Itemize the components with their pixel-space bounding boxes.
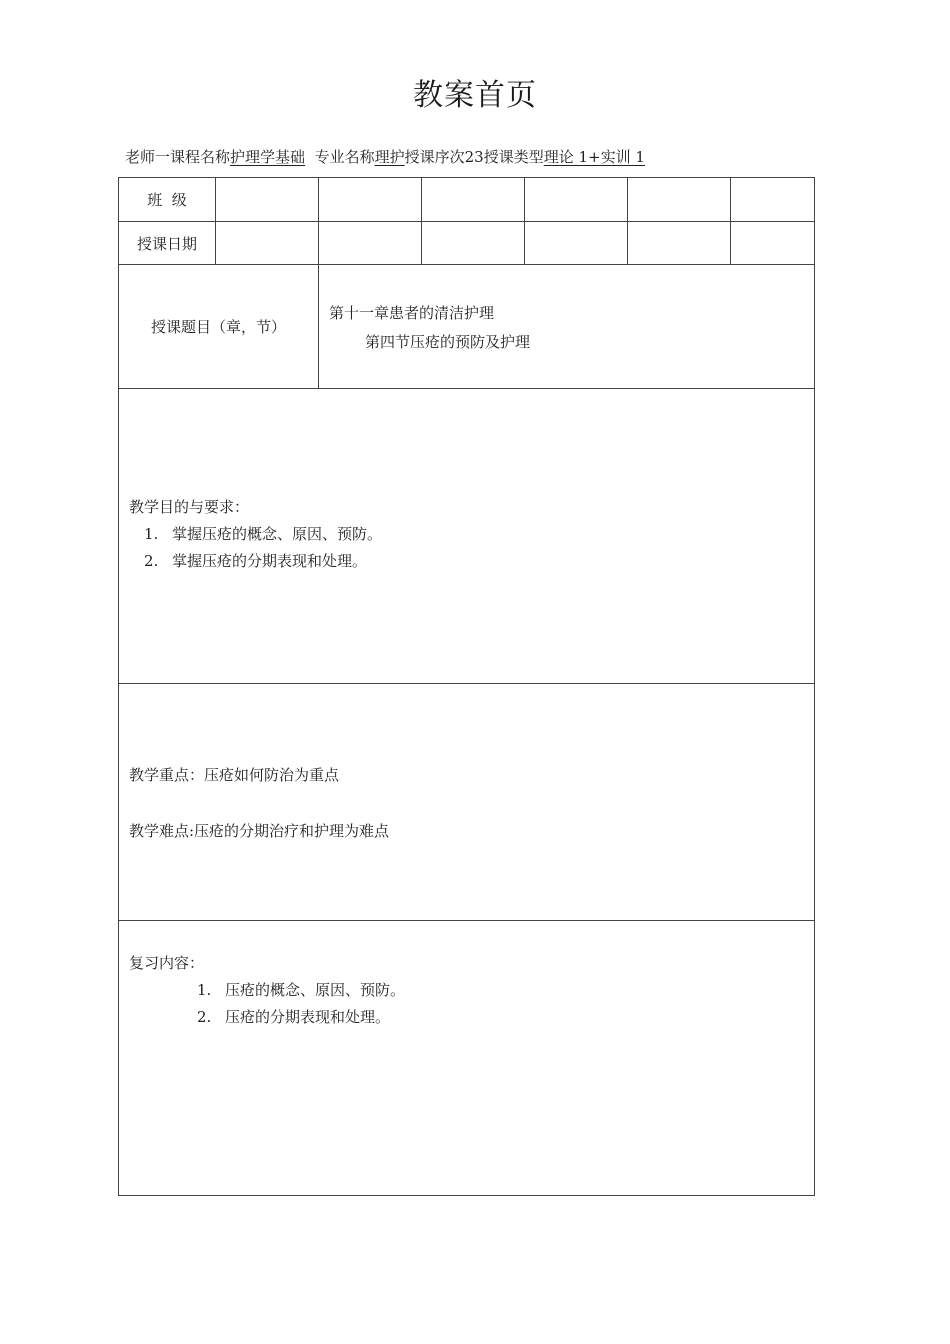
date-row [119, 222, 815, 265]
objectives-heading: 教学目的与要求： [129, 498, 250, 516]
class-cell [525, 178, 628, 222]
major-value: 理护 [374, 148, 405, 166]
class-cell [319, 178, 422, 222]
class-cell [216, 178, 319, 222]
class-row [119, 178, 815, 222]
objectives-cell [119, 389, 815, 684]
date-cell [216, 222, 319, 265]
course-value: 护理学基础 [230, 148, 306, 166]
major-label: 专业名称 [314, 148, 375, 166]
chapter-title: 第十一章患者的清洁护理 [329, 303, 495, 322]
topic-row [119, 265, 815, 389]
topic-content [319, 265, 815, 389]
lesson-plan-table [118, 177, 815, 1196]
review-heading: 复习内容： [129, 954, 205, 972]
section-title: 第四节压疮的预防及护理 [365, 332, 531, 351]
date-cell [319, 222, 422, 265]
teaching-focus: 教学重点：压疮如何防治为重点 [129, 766, 340, 784]
class-cell [422, 178, 525, 222]
key-points-cell [119, 684, 815, 921]
type-value: 理论 1+实训 1 [543, 148, 645, 166]
date-cell [422, 222, 525, 265]
teaching-difficulty: 教学难点:压疮的分期治疗和护理为难点 [129, 822, 390, 840]
order-value: 23 [464, 148, 484, 166]
review-item: 2. 压疮的分期表现和处理。 [197, 1008, 391, 1026]
class-cell [628, 178, 731, 222]
class-cell [731, 178, 815, 222]
objective-item: 1. 掌握压疮的概念、原因、预防。 [144, 525, 383, 543]
objectives-row [119, 389, 815, 684]
date-cell [628, 222, 731, 265]
date-cell [525, 222, 628, 265]
course-label: 课程名称 [170, 148, 231, 166]
teacher-label: 老师一 [125, 148, 171, 166]
class-label: 班 级 [119, 178, 216, 222]
date-cell [731, 222, 815, 265]
objective-item: 2. 掌握压疮的分期表现和处理。 [144, 552, 368, 570]
course-info-line [125, 146, 645, 167]
key-points-row [119, 684, 815, 921]
type-label: 授课类型 [483, 148, 544, 166]
topic-label: 授课题目（章，节） [119, 265, 319, 389]
order-label: 授课序次 [404, 148, 465, 166]
review-row [119, 921, 815, 1196]
review-cell [119, 921, 815, 1196]
page-title: 教案首页 [413, 78, 537, 113]
review-item: 1. 压疮的概念、原因、预防。 [197, 981, 406, 999]
date-label: 授课日期 [119, 222, 216, 265]
